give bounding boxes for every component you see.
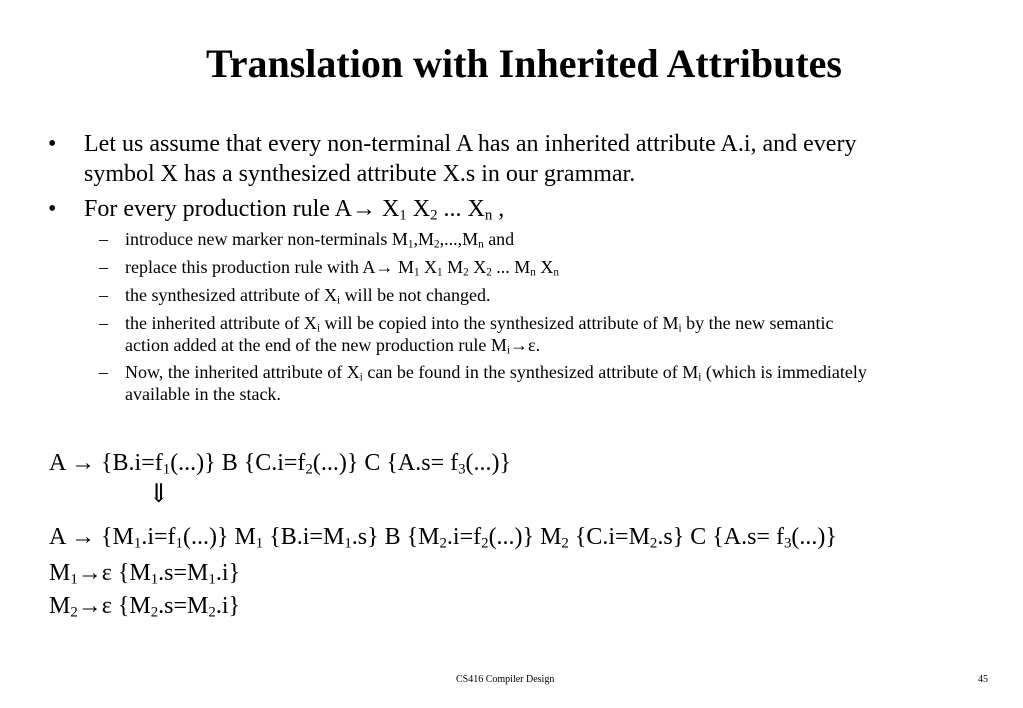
sub-item-text-line-2: action added at the end of the new production rule $M_i\to\varepsilon$.: [125, 335, 541, 357]
equation-original-rule: $A \to \{B.i=f_1(...)\}$ B $\{C.i=f_2(...)\}$ C $\{A.s= f_3(...)\}$: [49, 450, 512, 478]
right-arrow-symbol: →: [71, 450, 96, 476]
right-arrow-symbol: →: [77, 593, 102, 619]
sub-marker: –: [99, 313, 108, 333]
sub-marker: –: [99, 229, 108, 249]
right-arrow-symbol: →: [375, 257, 394, 277]
sub-marker: –: [99, 362, 108, 382]
bullet-text-line-2: symbol X has a synthesized attribute X.s in our grammar.: [84, 161, 636, 187]
epsilon-symbol: ε: [101, 593, 112, 619]
bullet-text-line-1: Let us assume that every non-terminal A has an inherited attribute A.i, and every: [84, 131, 857, 157]
bullet-text: For every production rule $A\to X_1$ $X_2$ ... $X_n$ ,: [84, 196, 505, 224]
footer-page-number: 45: [978, 674, 988, 685]
bullet-marker: •: [48, 131, 57, 157]
slide-title: Translation with Inherited Attributes: [206, 41, 842, 86]
right-arrow-symbol: →: [77, 560, 102, 586]
equation-marker-m2: $M_2\to\varepsilon$ $\{M_2.s=M_2.i\}$: [49, 593, 240, 621]
sub-item-text-line-1: Now, the inherited attribute of $X_i$ can be found in the synthesized attribute of $M_i$ (which is immediately: [125, 362, 867, 384]
footer-course-name: CS416 Compiler Design: [456, 674, 555, 685]
sub-item-text-line-2: available in the stack.: [125, 384, 281, 404]
sub-item-text: replace this production rule with $A\to M_1$ $X_1$ $M_2$ $X_2$ ... $M_n$ $X_n$: [125, 257, 559, 279]
sub-item-text-line-1: the inherited attribute of $X_i$ will be copied into the synthesized attribute of $M_i$ by the new semantic: [125, 313, 834, 335]
right-arrow-symbol: →: [351, 196, 376, 222]
right-arrow-symbol: →: [510, 335, 528, 355]
sub-item-text: introduce new marker non-terminals $M_1,M_2,...,M_n$ and: [125, 229, 515, 251]
epsilon-symbol: ε: [101, 560, 112, 586]
sub-marker: –: [99, 257, 108, 277]
equation-transformed-rule: $A \to \{M_1.i=f_1(...)\}$ $M_1$ $\{B.i=M_1.s\}$ B $\{M_2.i=f_2(...)\}$ $M_2$ $\{C.i=M_2.s\}$ C $\{A.s= f_3(...)\}$: [49, 524, 837, 552]
equation-marker-m1: $M_1\to\varepsilon$ $\{M_1.s=M_1.i\}$: [49, 560, 240, 588]
right-arrow-symbol: →: [71, 524, 96, 550]
sub-item-text: the synthesized attribute of $X_i$ will be not changed.: [125, 285, 491, 307]
bullet-marker: •: [48, 196, 57, 222]
epsilon-symbol: ε: [528, 335, 536, 355]
double-down-arrow-icon: ⇓: [148, 479, 170, 508]
sub-marker: –: [99, 285, 108, 305]
